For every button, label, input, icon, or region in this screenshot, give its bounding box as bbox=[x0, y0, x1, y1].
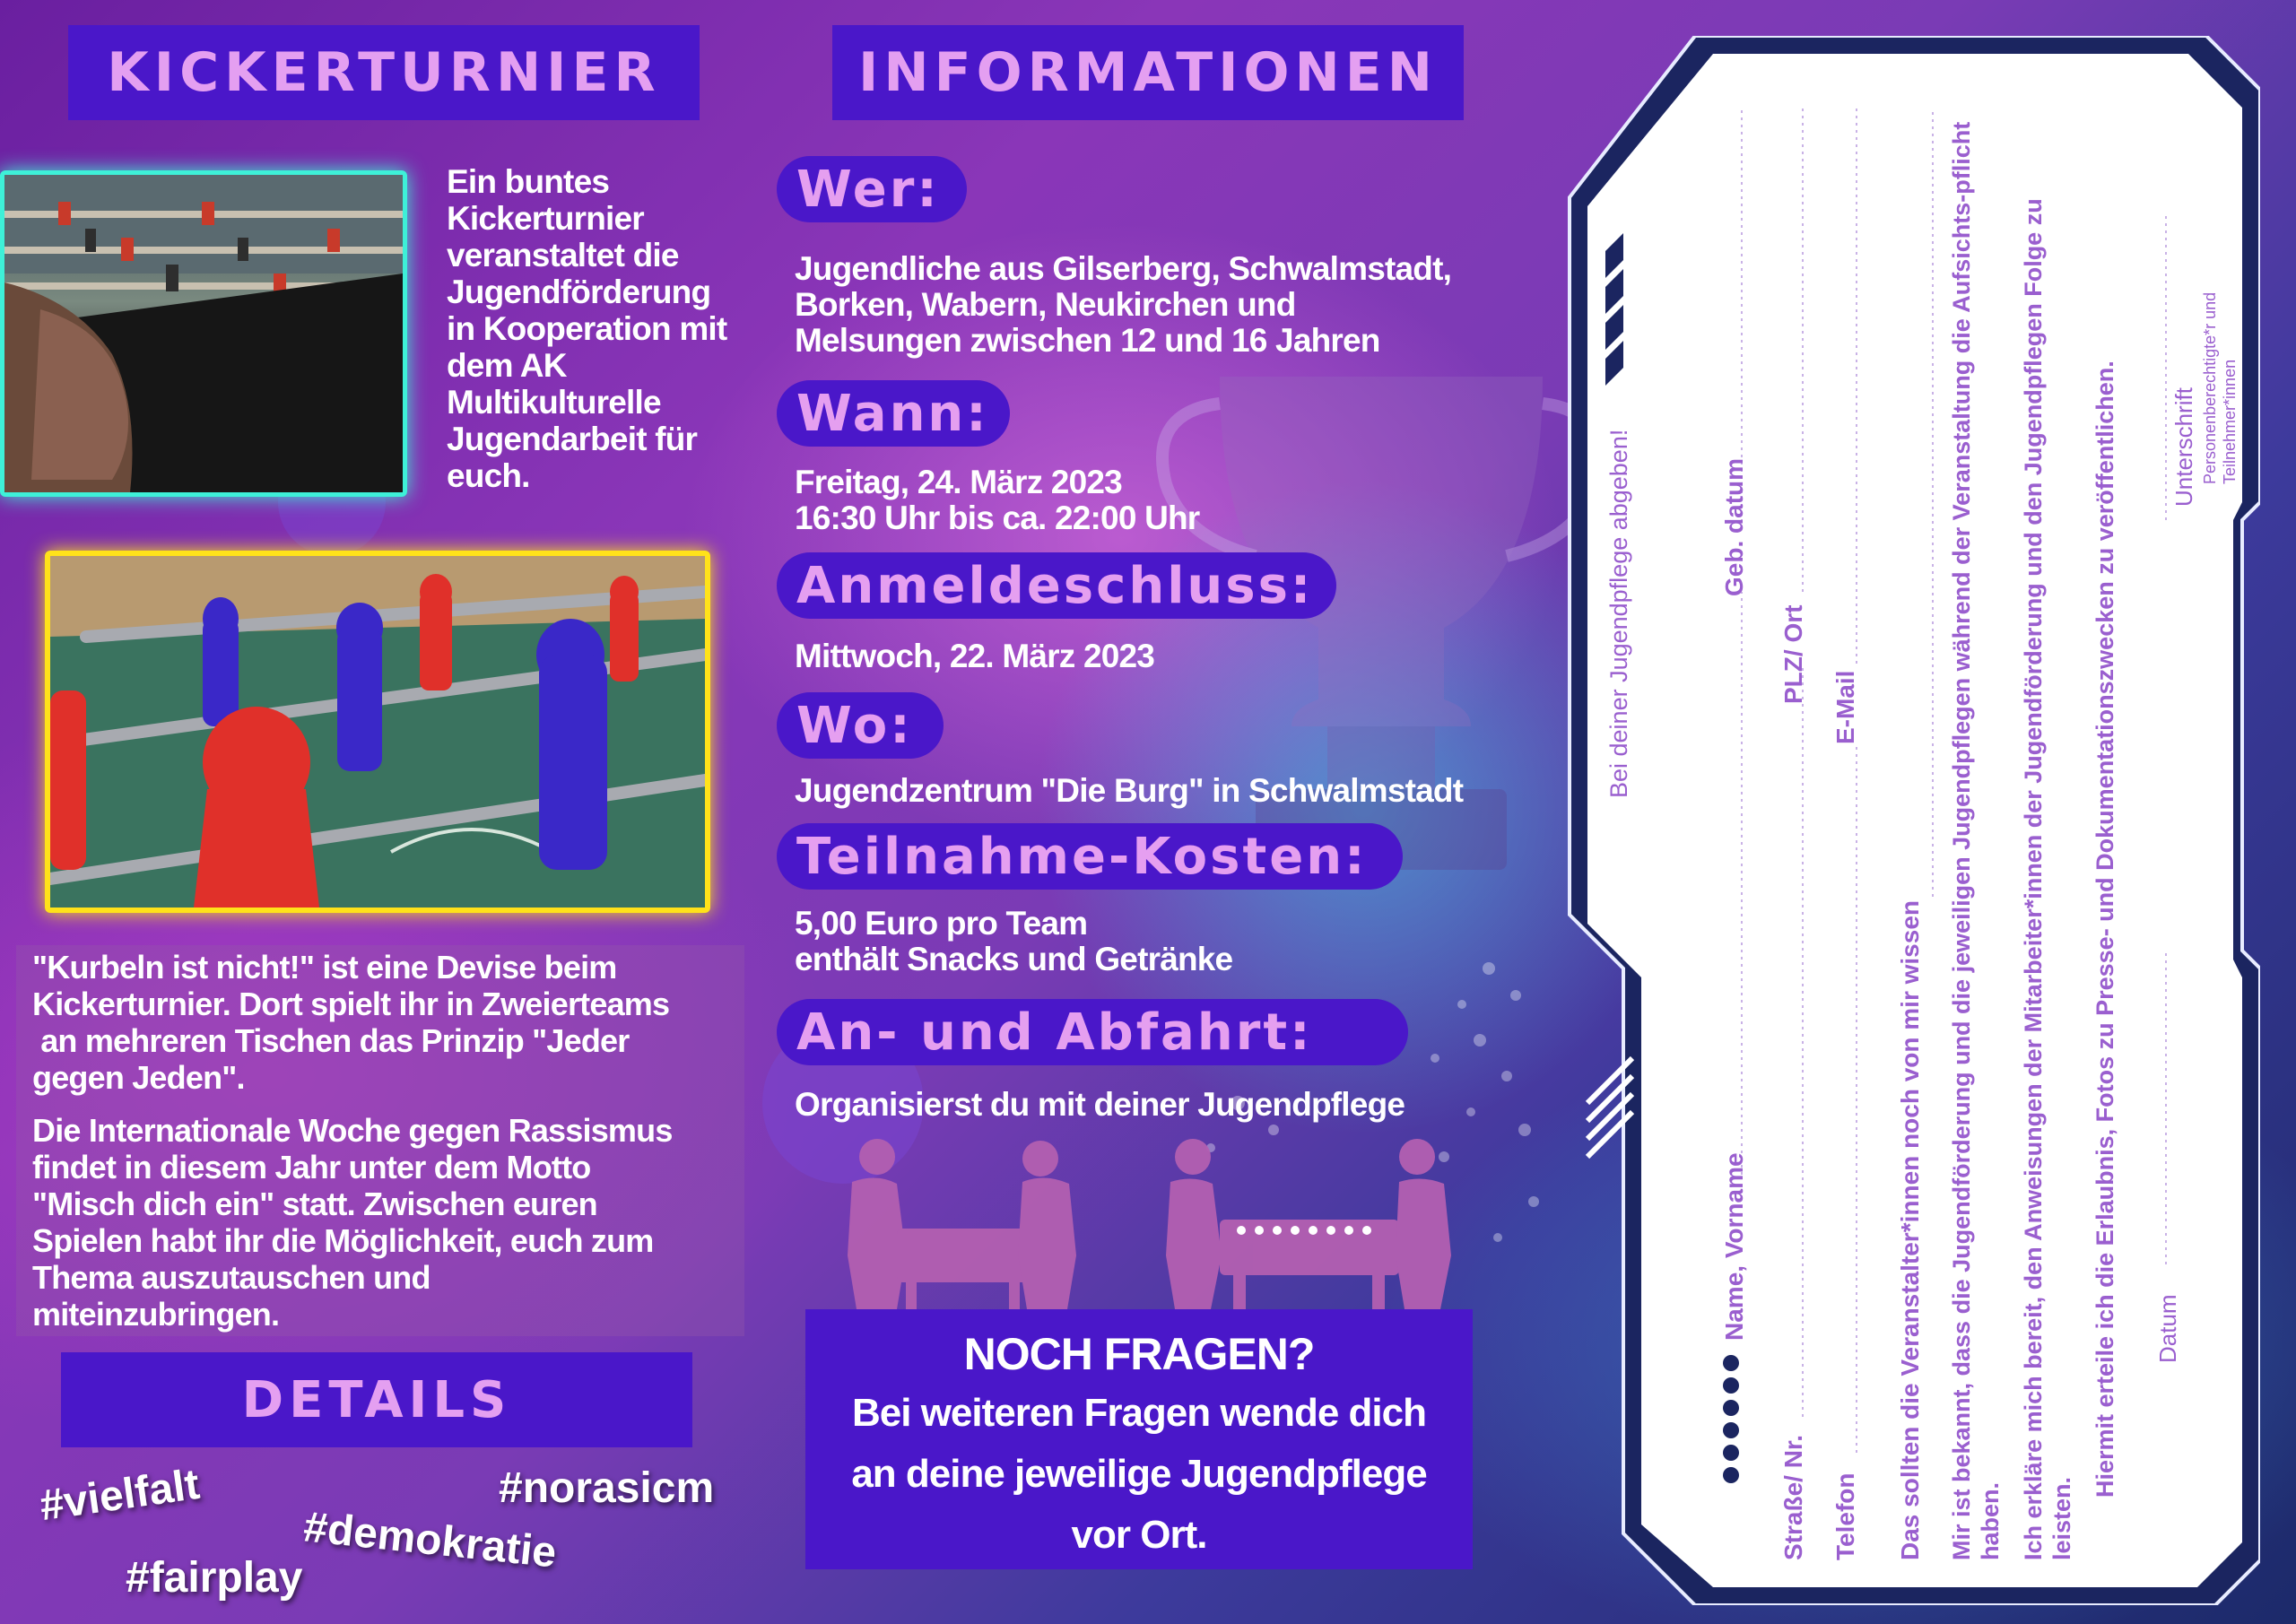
paragraph-line: Die Internationale Woche gegen Rassismus bbox=[32, 1112, 673, 1149]
plz-ort-field-label: PLZ/ Ort bbox=[1779, 604, 1807, 704]
paragraph-line: findet in diesem Jahr unter dem Motto bbox=[32, 1149, 591, 1185]
hashtag-vielfalt: #vielfalt bbox=[37, 1460, 203, 1531]
teilnahme-kosten-label: Teilnahme-Kosten: bbox=[777, 823, 1403, 890]
intro-line: Jugendförderung bbox=[447, 274, 711, 310]
statement-anweisungen: Ich erkläre mich bereit, den Anweisungen der Mitarbeiter*innen der Jugendförderung und den Jugendpflegen Folge zu bbox=[2020, 198, 2047, 1560]
fragen-line: an deine jeweilige Jugendpflege bbox=[851, 1452, 1427, 1496]
wann-label: Wann: bbox=[777, 380, 1010, 447]
hashtag-norasicm: #norasicm bbox=[499, 1464, 715, 1512]
signature-note-1: Personenberechtigte*r und bbox=[2201, 291, 2219, 484]
wann-line: 16:30 Uhr bis ca. 22:00 Uhr bbox=[795, 499, 1200, 536]
intro-text bbox=[447, 163, 752, 494]
paragraph-line: an mehreren Tischen das Prinzip "Jeder bbox=[32, 1022, 630, 1059]
intro-line: euch. bbox=[447, 457, 530, 494]
an-abfahrt-label: An- und Abfahrt: bbox=[777, 999, 1408, 1065]
wer-line: Melsungen zwischen 12 und 16 Jahren bbox=[795, 322, 1380, 359]
geburtsdatum-field-label: Geb. datum bbox=[1720, 457, 1748, 596]
foosball-table-photo bbox=[45, 551, 710, 913]
wer-line: Borken, Wabern, Neukirchen und bbox=[795, 286, 1296, 323]
anmeldeschluss-label: Anmeldeschluss: bbox=[777, 552, 1336, 619]
noch-fragen-box bbox=[805, 1309, 1473, 1569]
strasse-field-label: Straße/ Nr. bbox=[1779, 1434, 1807, 1560]
kosten-line: 5,00 Euro pro Team bbox=[795, 905, 1088, 942]
hashtag-fairplay: #fairplay bbox=[126, 1554, 303, 1602]
intro-line: dem AK bbox=[447, 347, 567, 384]
wann-text bbox=[795, 465, 1422, 536]
wo-label: Wo: bbox=[777, 692, 944, 759]
anmeldeschluss-text: Mittwoch, 22. März 2023 bbox=[795, 638, 1155, 674]
name-field-label: Name, Vorname bbox=[1720, 1152, 1748, 1341]
paragraph-line: miteinzubringen. bbox=[32, 1296, 280, 1333]
rassismus-paragraph bbox=[32, 1112, 750, 1333]
signature-note-2: Teilnehmer*innen bbox=[2221, 359, 2239, 484]
intro-line: veranstaltet die bbox=[447, 237, 679, 274]
hashtag-demokratie: #demokratie bbox=[301, 1503, 559, 1577]
kosten-line: enthält Snacks und Getränke bbox=[795, 941, 1233, 977]
devise-paragraph bbox=[32, 949, 750, 1096]
details-header: DETAILS bbox=[61, 1352, 692, 1447]
paragraph-line: "Misch dich ein" statt. Zwischen euren bbox=[32, 1185, 597, 1222]
unterschrift-label: Unterschrift bbox=[2170, 387, 2197, 507]
intro-line: Kickerturnier bbox=[447, 200, 644, 237]
form-hint: Bei deiner Jugendpflege abgeben! bbox=[1605, 429, 1632, 798]
wer-text bbox=[795, 251, 1530, 359]
paragraph-line: gegen Jeden". bbox=[32, 1059, 245, 1096]
kickerturnier-header: KICKERTURNIER bbox=[68, 25, 700, 120]
statement-wissen: Das sollten die Veranstalter*innen noch von mir wissen bbox=[1896, 900, 1924, 1560]
email-field-label: E-Mail bbox=[1831, 670, 1859, 744]
paragraph-line: Thema auszutauschen und bbox=[32, 1259, 430, 1296]
noch-fragen-title: NOCH FRAGEN? bbox=[963, 1329, 1315, 1379]
paragraph-line: "Kurbeln ist nicht!" ist eine Devise beim bbox=[32, 949, 617, 986]
an-abfahrt-text: Organisierst du mit deiner Jugendpflege bbox=[795, 1086, 1405, 1123]
noch-fragen-body bbox=[805, 1383, 1473, 1566]
paragraph-line: Kickerturnier. Dort spielt ihr in Zweierteams bbox=[32, 986, 670, 1022]
paragraph-line: Spielen habt ihr die Möglichkeit, euch zum bbox=[32, 1222, 654, 1259]
teilnahme-kosten-text bbox=[795, 906, 1422, 977]
fragen-line: Bei weiteren Fragen wende dich bbox=[852, 1391, 1426, 1435]
datum-label: Datum bbox=[2154, 1294, 2181, 1363]
wann-line: Freitag, 24. März 2023 bbox=[795, 464, 1122, 500]
wer-line: Jugendliche aus Gilserberg, Schwalmstadt, bbox=[795, 250, 1452, 287]
statement-aufsichtspflicht-end: haben. bbox=[1977, 1481, 2004, 1560]
foosball-photo-closeup bbox=[0, 170, 407, 497]
intro-line: Multikulturelle bbox=[447, 384, 661, 421]
intro-line: Ein buntes bbox=[447, 163, 610, 200]
statement-aufsichtspflicht: Mir ist bekannt, dass die Jugendförderung und die jeweiligen Jugendpflegen während der Veranstaltung die Aufsichts-pflicht bbox=[1948, 121, 1975, 1560]
intro-line: Jugendarbeit für bbox=[447, 421, 698, 457]
informationen-header: INFORMATIONEN bbox=[832, 25, 1464, 120]
intro-line: in Kooperation mit bbox=[447, 310, 727, 347]
statement-anweisungen-end: leisten. bbox=[2048, 1476, 2075, 1560]
fragen-line: vor Ort. bbox=[1071, 1513, 1207, 1557]
wo-text: Jugendzentrum "Die Burg" in Schwalmstadt bbox=[795, 772, 1464, 809]
telefon-field-label: Telefon bbox=[1831, 1472, 1859, 1560]
registration-form bbox=[1543, 36, 2260, 1605]
statement-fotos: Hiermit erteile ich die Erlaubnis, Fotos zu Presse- und Dokumentationszwecken zu veröffentlichen. bbox=[2092, 360, 2118, 1498]
wer-label: Wer: bbox=[777, 156, 967, 222]
